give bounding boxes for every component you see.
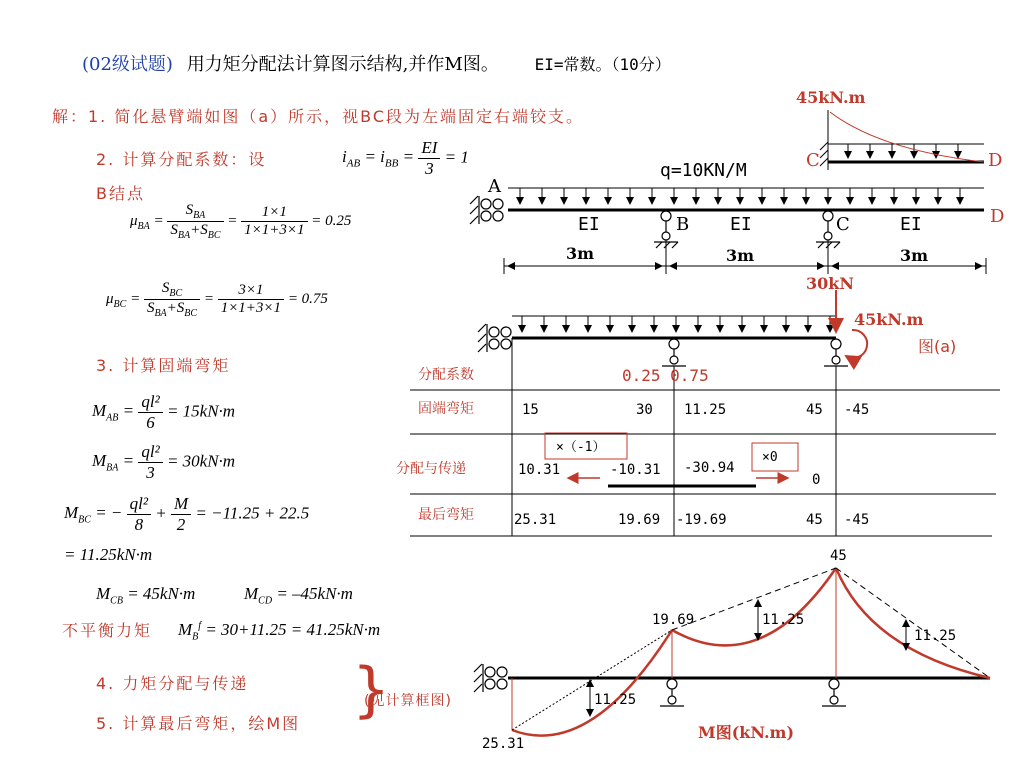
moment-diagram [474,568,990,736]
step2-equation: $i_{AB} = i_{BB}$ = $\frac{EI}{3}$ = 1 [342,138,469,178]
label-c-top: C [806,150,820,171]
m-cb-equation: $M_{CB} = 45kN\cdot m$ [96,584,196,607]
step-2: 2. 计算分配系数：设 [96,150,267,169]
m-ab-equation: $M_{AB}$ = $\frac{\text{ql²}}{6}$ = 15kN·m [92,392,236,432]
m-value-1125-bc: 11.25 [762,612,805,628]
fixed-cd: -45 [844,402,870,418]
unbalanced-equation: $M_B^f = 30+11.25 = 41.25kN\cdot m$ [178,620,381,643]
title-text: 用力矩分配法计算图示结构,并作M图。 [186,54,499,75]
m-value-2531: 25.31 [482,736,525,752]
m-diagram-caption: M图(kN.m) [698,723,795,742]
ei-cd: EI [900,214,922,235]
step-5: 5. 计算最后弯矩，绘M图 [96,714,301,733]
moment-load-label: 45kN.m [796,88,866,107]
cantilever-cd [820,110,984,170]
label-d-top: D [988,150,1003,171]
fixed-ab: 15 [522,402,539,418]
m-value-1125-cd: 11.25 [914,628,957,644]
dist-ab: 10.31 [518,462,561,478]
row-fixed-moment: 固端弯矩 [418,401,474,417]
mu-bc-equation: $\mu_{BC}$ = $\frac{S_{BC}}{S_{BA}+S_{BC}}$ = $\frac{3\times 1}{1\times 1+3\times 1}$ = 0.75 [106,280,328,319]
force-label: 30kN [806,274,854,293]
final-ab: 25.31 [514,512,557,528]
label-b: B [676,214,690,235]
carry-factor-left: ×（-1） [556,440,606,455]
fig-a-moment-label: 45kN.m [854,310,924,329]
m-cd-equation: $M_{CD} = -45kN\cdot m$ [244,584,353,607]
row-final-moment: 最后弯矩 [418,507,474,523]
final-cd: -45 [844,512,870,528]
label-c: C [836,214,850,235]
brace-icon: } [352,655,391,725]
m-value-45: 45 [830,548,847,564]
joint-b-label: B结点 [96,184,145,203]
fixed-ba: 30 [636,402,653,418]
m-value-1969: 19.69 [652,612,695,628]
span-bc: 3m [726,246,755,265]
m-bc-result: = 11.25kN·m [64,545,153,564]
distributed-load-label: q=10KN/M [660,160,747,181]
label-a: A [488,176,501,197]
fig-a-caption: 图(a) [918,337,957,356]
title-ei: EI=常数。（10分） [534,55,671,74]
unbalanced-label: 不平衡力矩 [62,621,153,640]
span-cd: 3m [900,246,929,265]
step-4: 4. 力矩分配与传递 [96,674,249,693]
fixed-cb: 45 [806,402,823,418]
m-value-1125-ab: 11.25 [594,692,637,708]
final-bc: -19.69 [676,512,727,528]
m-bc-equation: $M_{BC}$ = − $\frac{\text{ql²}}{8}$ + $\frac{M}{2}$ = −11.25 + 22.5 [64,494,310,534]
fig-a-beam [478,290,867,366]
fixed-bc: 11.25 [684,402,727,418]
ei-ab: EI [578,214,600,235]
carry-factor-right: ×0 [762,450,778,465]
final-cb: 45 [806,512,823,528]
exam-tag: (02级试题) [82,54,173,75]
span-ab: 3m [566,244,595,263]
see-table-note: (见计算框图) [364,693,452,709]
row-dist-factor: 分配系数 [418,367,474,383]
m-ba-equation: $M_{BA}$ = $\frac{\text{ql²}}{3}$ = 30kN·m [92,442,236,482]
dist-factors-values: 0.25 0.75 [622,366,709,385]
dist-ba: -10.31 [610,462,661,478]
label-d: D [990,206,1005,227]
mu-ba-equation: $\mu_{BA}$ = $\frac{S_{BA}}{S_{BA}+S_{BC}}$ = $\frac{1\times 1}{1\times 1+3\times 1}$ = 0.25 [130,202,352,241]
final-ba: 19.69 [618,512,661,528]
step-1: 解：1. 简化悬臂端如图（a）所示，视BC段为左端固定右端铰支。 [52,107,585,126]
dist-bc: -30.94 [684,460,735,476]
ei-bc: EI [730,214,752,235]
row-distribute-carry: 分配与传递 [396,461,466,477]
dist-cb: 0 [812,472,821,488]
step-3: 3. 计算固端弯矩 [96,356,231,375]
